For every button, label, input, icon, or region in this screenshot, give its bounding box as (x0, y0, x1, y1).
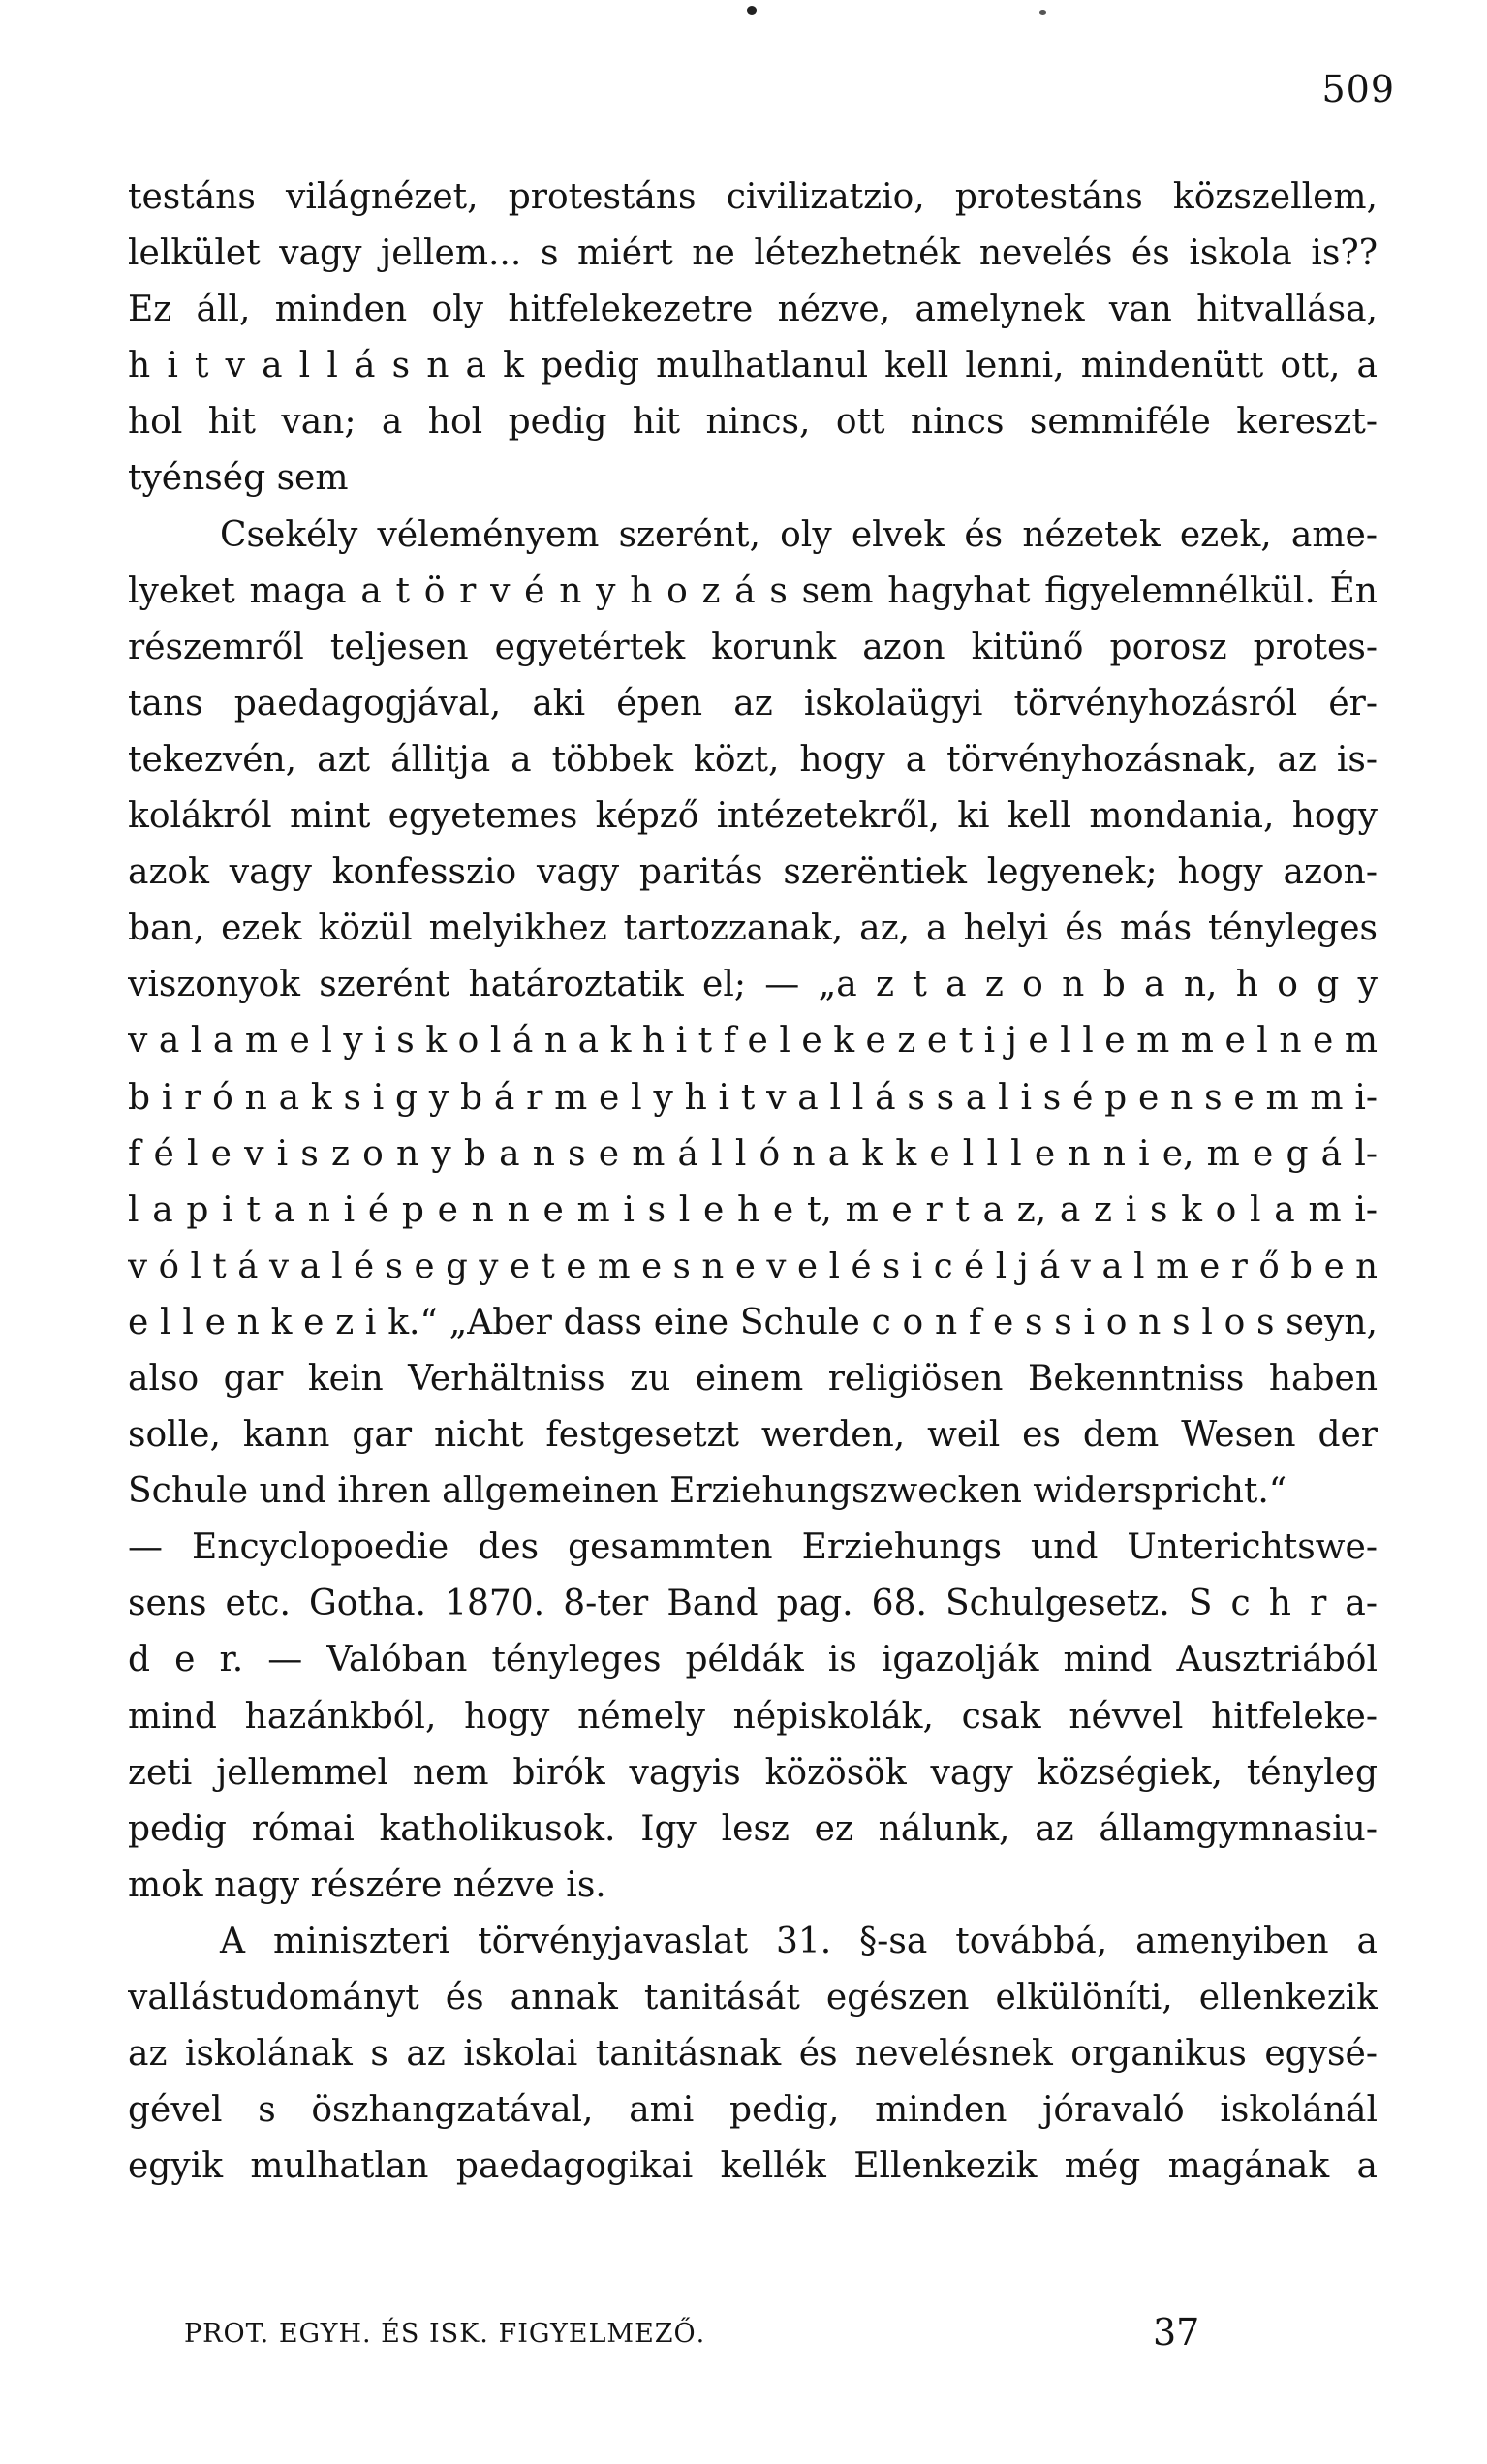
page-footer (184, 2311, 1201, 2354)
text-line: h i t v a l l á s n a k pedig mulhatlanul kell lenni, mindenütt ott, a (128, 346, 1378, 386)
text-line: l a p i t a n i é p e n n e m i s l e h e t, m e r t a z, a z i s k o l a m i- (128, 1189, 1378, 1230)
text-line: Ez áll, minden oly hitfelekezetre nézve, amelynek van hitvallása, (128, 290, 1378, 330)
text-line: kolákról mint egyetemes képző intézetekről, ki kell mondania, hogy (128, 796, 1378, 837)
text-line: mok nagy részére nézve is. (128, 1864, 606, 1905)
text-line: lelkület vagy jellem... s miért ne létezhetnék nevelés és iskola is?? (128, 233, 1378, 274)
ink-speck (1039, 10, 1046, 15)
text-line: egyik mulhatlan paedagogikai kellék Ellenkezik még magának a (128, 2146, 1378, 2187)
text-line: viszonyok szerént határoztatik el; — „a z t a z o n b a n, h o g y (128, 965, 1378, 1005)
text-line: tans paedagogjával, aki épen az iskolaügyi törvényhozásról ér- (128, 683, 1378, 724)
text-line: gével s öszhangzatával, ami pedig, minden jóravaló iskolánál (128, 2090, 1378, 2131)
text-line: b i r ó n a k s i g y b á r m e l y h i t v a l l á s s a l i s é p e n s e m m i- (128, 1077, 1378, 1118)
text-line: tyénség sem (128, 458, 349, 499)
text-line: ban, ezek közül melyikhez tartozzanak, az, a helyi és más tényleges (128, 909, 1378, 949)
text-line: lyeket maga a t ö r v é n y h o z á s sem hagyhat figyelemnélkül. Én (128, 570, 1378, 611)
text-line: pedig római katholikusok. Igy lesz ez nálunk, az államgymnasiu- (128, 1808, 1378, 1849)
text-line: v a l a m e l y i s k o l á n a k h i t f e l e k e z e t i j e l l e m m e l n e m (128, 1021, 1378, 1062)
text-line: azok vagy konfesszio vagy paritás szerëntiek legyenek; hogy azon- (128, 852, 1378, 893)
text-line: Schule und ihren allgemeinen Erziehungszwecken widerspricht.“ (128, 1471, 1287, 1512)
text-line: d e r. — Valóban tényleges példák is igazolják mind Ausztriából (128, 1640, 1378, 1680)
text-line: also gar kein Verhältniss zu einem religiösen Bekenntniss haben (128, 1358, 1378, 1399)
text-line: f é l e v i s z o n y b a n s e m á l l ó n a k k e l l l e n n i e, m e g á l- (128, 1133, 1378, 1174)
text-line: e l l e n k e z i k.“ „Aber dass eine Schule c o n f e s s i o n s l o s seyn, (128, 1302, 1378, 1342)
footer-signature-mark: 37 (1153, 2311, 1200, 2354)
text-line: tekezvén, azt állitja a többek közt, hogy a törvényhozásnak, az is- (128, 739, 1378, 780)
body-text (128, 169, 1378, 2195)
page-number: 509 (1321, 68, 1395, 110)
text-line: Csekély véleményem szerént, oly elvek és nézetek ezek, ame- (220, 514, 1378, 555)
text-line: v ó l t á v a l é s e g y e t e m e s n e v e l é s i c é l j á v a l m e r ő b e n (128, 1246, 1378, 1286)
text-line: A miniszteri törvényjavaslat 31. §-sa továbbá, amenyiben a (220, 1921, 1378, 1961)
text-line: vallástudományt és annak tanitását egészen elkülöníti, ellenkezik (128, 1978, 1378, 2017)
text-line: testáns világnézet, protestáns civilizatzio, protestáns közszellem, (128, 177, 1378, 217)
text-line: sens etc. Gotha. 1870. 8-ter Band pag. 68. Schulgesetz. S c h r a- (128, 1584, 1378, 1624)
ink-speck (747, 6, 757, 15)
footer-journal-title: PROT. EGYH. ÉS ISK. FIGYELMEZŐ. (184, 2319, 706, 2349)
text-line: részemről teljesen egyetértek korunk azon kitünő porosz protes- (128, 627, 1378, 667)
text-line: — Encyclopoedie des gesammten Erziehungs und Unterichtswe- (128, 1527, 1378, 1568)
text-line: mind hazánkból, hogy némely népiskolák, csak névvel hitfeleke- (128, 1696, 1378, 1737)
text-line: zeti jellemmel nem birók vagyis közösök vagy községiek, tényleg (128, 1752, 1378, 1793)
text-line: hol hit van; a hol pedig hit nincs, ott nincs semmiféle kereszt- (128, 402, 1378, 443)
text-line: az iskolának s az iskolai tanitásnak és nevelésnek organikus egysé- (128, 2034, 1378, 2075)
text-line: solle, kann gar nicht festgesetzt werden, weil es dem Wesen der (128, 1415, 1378, 1456)
